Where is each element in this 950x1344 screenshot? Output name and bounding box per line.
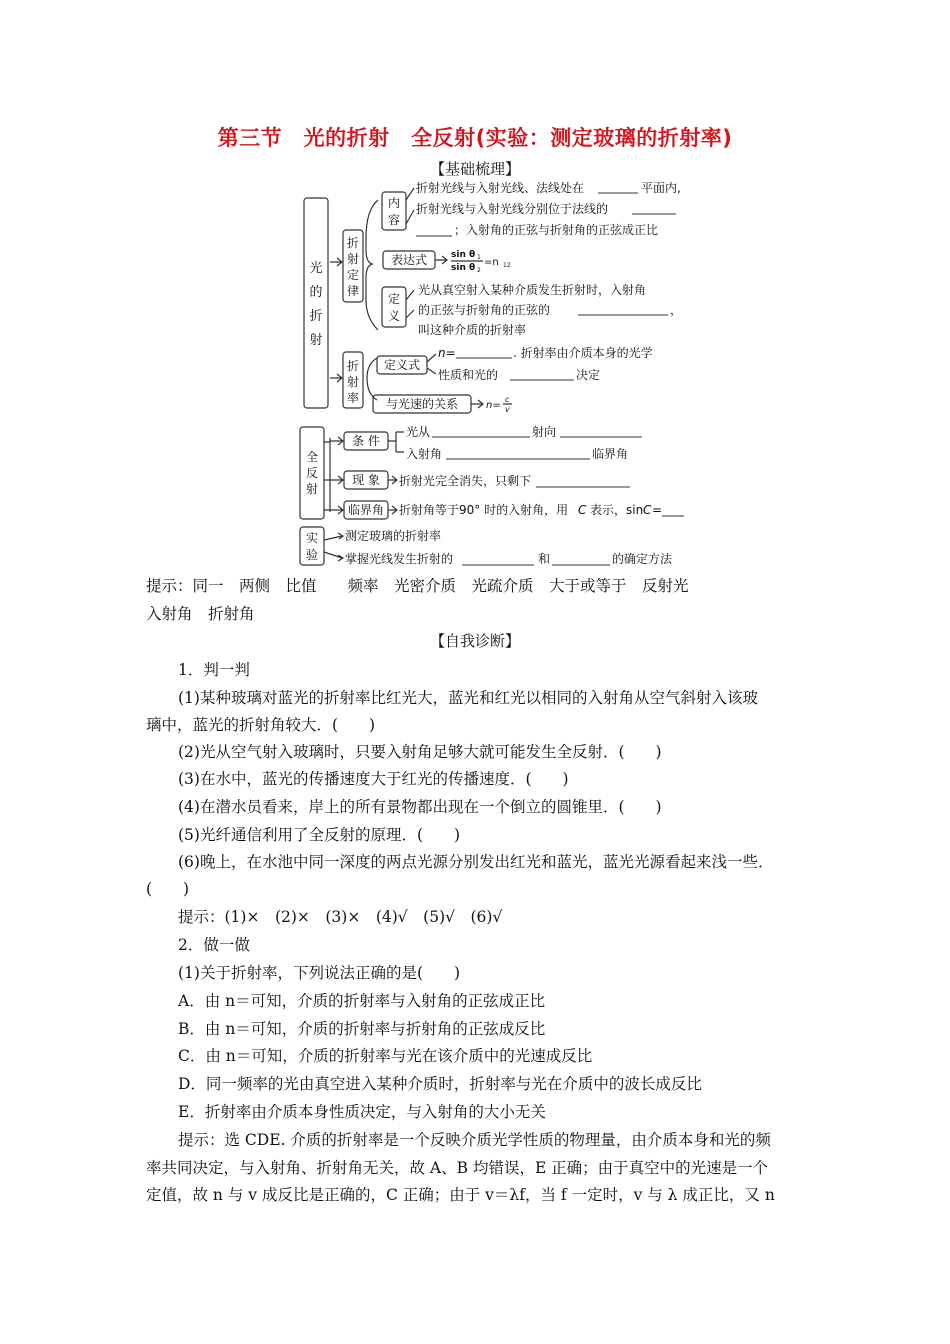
- concept-map: [0, 0, 950, 580]
- defform-line-1: . 折射率由介质本身的光学: [513, 346, 653, 360]
- content-line-2: 折射光线与入射光线分别位于法线的: [416, 202, 609, 216]
- question-item: (3)在水中，蓝光的传播速度大于红光的传播速度．( ): [178, 770, 569, 788]
- exp-line-2b: 和: [538, 552, 551, 566]
- law-char: 折: [346, 236, 360, 250]
- page-title: 第三节 光的折射 全反射(实验：测定玻璃的折射率): [217, 126, 733, 150]
- arrow-icon: [406, 188, 414, 224]
- arrow-icon: [406, 290, 414, 318]
- question-item: (1)某种玻璃对蓝光的折射率比红光大，蓝光和红光以相同的入射角从空气斜射入该玻: [178, 689, 758, 707]
- phen-label: 现 象: [352, 473, 380, 487]
- option-e: E．折射率由介质本身性质决定，与入射角的大小无关: [178, 1103, 546, 1121]
- answer-hint: 定值，故 n 与 v 成反比是正确的，C 正确；由于 v＝λf，当 f 一定时，v 与 λ 成正比，又 n: [146, 1186, 775, 1204]
- arrow-icon: [330, 374, 342, 382]
- cond-line-1: 光从: [406, 425, 431, 439]
- law-char: 定: [346, 268, 360, 282]
- question-item: (5)光纤通信利用了全反射的原理．( ): [178, 826, 461, 844]
- cond-line-2: 入射角: [406, 447, 443, 461]
- option-b: B．由 n＝可知，介质的折射率与折射角的正弦成反比: [178, 1020, 546, 1038]
- question-item: (2)光从空气射入玻璃时，只要入射角足够大就可能发生全反射．( ): [178, 743, 662, 761]
- section-heading-diagnosis: 【自我诊断】: [429, 632, 520, 650]
- speed-rhs: n=: [486, 400, 501, 411]
- root-char: 光: [309, 261, 323, 276]
- root-char: 的: [309, 285, 323, 300]
- speed-den: v: [505, 405, 510, 414]
- defform-line-2b: 决定: [576, 368, 601, 382]
- cond-line-2b: 临界角: [592, 447, 629, 461]
- root-char: 射: [309, 333, 323, 348]
- crit-c2: C: [643, 503, 652, 517]
- law-char: 律: [346, 284, 360, 298]
- arrow-icon: [427, 354, 436, 374]
- crit-text: 折射角等于90° 时的入射角，用: [399, 503, 569, 517]
- def-char: 定: [387, 292, 401, 306]
- expr-rhs: =n: [484, 257, 499, 268]
- def-line-3: 叫这种介质的折射率: [418, 323, 527, 337]
- option-c: C．由 n＝可知，介质的折射率与光在该介质中的光速成反比: [178, 1047, 593, 1065]
- crit-label: 临界角: [347, 503, 385, 517]
- exp-line-1: 测定玻璃的折射率: [345, 529, 442, 543]
- speed-num: c: [505, 395, 510, 404]
- expr-sub: 1: [477, 254, 481, 261]
- arrow-icon: [471, 400, 483, 408]
- answer-hint: 提示：选 CDE. 介质的折射率是一个反映介质光学性质的物理量，由介质本身和光的频: [178, 1131, 771, 1149]
- answer-hint: 率共同决定，与入射角、折射角无关，故 A、B 均错误，E 正确；由于真空中的光速是一个: [146, 1159, 769, 1177]
- option-a: A．由 n＝可知，介质的折射率与入射角的正弦成正比: [178, 992, 546, 1010]
- arrow-icon: [435, 256, 447, 264]
- section-heading-basics: 【基础梳理】: [429, 160, 520, 178]
- root-char: 全: [305, 450, 319, 464]
- expr-sub: 2: [477, 267, 481, 274]
- exp-line-2c: 的确定方法: [612, 552, 673, 566]
- def-line-2: 的正弦与折射角的正弦的: [418, 303, 551, 317]
- cond-label: 条 件: [352, 434, 380, 448]
- content-line-3: ；入射角的正弦与折射角的正弦成正比: [454, 223, 659, 237]
- speed-label: 与光速的关系: [385, 397, 459, 411]
- question-title: 1．判一判: [178, 661, 250, 679]
- brace-icon: [367, 358, 377, 400]
- crit-text2: 表示，sin: [590, 503, 644, 517]
- expr-sub: 12: [503, 262, 511, 269]
- root-char: 反: [305, 466, 319, 480]
- question-item: (4)在潜水员看来，岸上的所有景物都出现在一个倒立的圆锥里．( ): [178, 798, 662, 816]
- arrow-icon: [330, 258, 342, 266]
- content-char: 容: [387, 213, 401, 227]
- index-char: 率: [346, 391, 360, 405]
- content-line-1: 折射光线与入射光线、法线处在: [416, 181, 585, 195]
- cond-line-1b: 射向: [532, 425, 557, 439]
- question-title: 2．做一做: [178, 936, 250, 954]
- hint-text: 入射角 折射角: [146, 605, 255, 623]
- crit-eq: =: [652, 503, 663, 517]
- exp-char: 验: [305, 548, 319, 562]
- bracket-icon: [388, 432, 404, 452]
- content-line-1b: 平面内,: [641, 181, 681, 195]
- arrow-icon: [388, 506, 397, 514]
- arrow-icon: [330, 437, 343, 445]
- root-box-refraction: [304, 198, 328, 408]
- expr-num: sin θ: [451, 250, 476, 260]
- def-char: 义: [387, 309, 401, 323]
- exp-char: 实: [305, 531, 319, 545]
- option-d: D．同一频率的光由真空进入某种介质时，折射率与光在介质中的波长成反比: [178, 1075, 702, 1093]
- def-line-2b: ，: [670, 303, 683, 317]
- question-item: 璃中，蓝光的折射角较大．( ): [146, 716, 376, 734]
- question-stem: (1)关于折射率，下列说法正确的是( ): [178, 964, 461, 982]
- defform-n: n=: [438, 346, 456, 360]
- def-line-1: 光从真空射入某种介质发生折射时，入射角: [418, 283, 647, 297]
- brace-icon: [366, 200, 378, 330]
- law-char: 射: [346, 252, 360, 266]
- index-char: 折: [346, 359, 360, 373]
- arrow-icon: [330, 506, 343, 514]
- arrow-icon: [330, 476, 343, 484]
- arrow-icon: [388, 476, 397, 484]
- exp-line-2: 掌握光线发生折射的: [345, 552, 454, 566]
- crit-c: C: [578, 503, 587, 517]
- phen-text: 折射光完全消失，只剩下: [399, 474, 532, 488]
- defform-line-2: 性质和光的: [438, 368, 499, 382]
- arrow-icon: [324, 533, 343, 561]
- question-item: (6)晚上，在水池中同一深度的两点光源分别发出红光和蓝光，蓝光光源看起来浅一些．: [178, 853, 774, 871]
- index-char: 射: [346, 375, 360, 389]
- hint-text: 提示：同一 两侧 比值 频率 光密介质 光疏介质 大于或等于 反射光: [146, 577, 689, 595]
- root-char: 折: [309, 309, 323, 324]
- expr-label: 表达式: [390, 253, 428, 267]
- root-char: 射: [305, 482, 319, 496]
- question-item: ( ): [146, 880, 190, 898]
- answer-hint: 提示：(1)× (2)× (3)× (4)√ (5)√ (6)√: [178, 908, 503, 926]
- defform-label: 定义式: [383, 358, 421, 372]
- expr-den: sin θ: [451, 263, 476, 273]
- bracket-icon: [324, 438, 330, 512]
- content-char: 内: [387, 196, 401, 210]
